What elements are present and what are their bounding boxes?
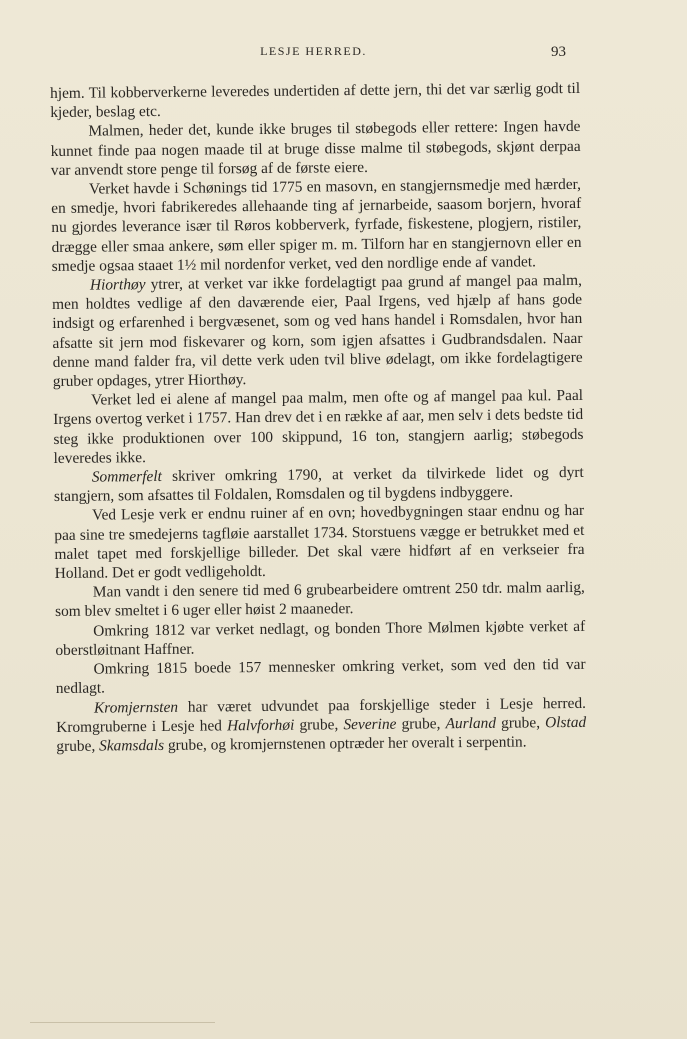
paragraph — [54, 501, 585, 583]
text-run: Omkring 1812 var verket nedlagt, og bonden Thore Mølmen kjøbte verket af oberstløitnant Haffner. — [55, 617, 586, 659]
paragraph — [52, 271, 583, 391]
body-text — [50, 79, 586, 756]
paragraph — [50, 79, 580, 122]
text-run: hjem. Til kobberverkerne leveredes undertiden af dette jern, thi det var særlig godt til kjeder, beslag etc. — [50, 79, 581, 122]
text-run: grube, — [294, 715, 344, 734]
text-run: grube, — [495, 713, 546, 732]
running-header: LESJE HERRED. — [260, 44, 367, 58]
text-run: har været udvundet paa forskjellige steder i Lesje herred. Kromgruberne i Lesje hed — [56, 694, 587, 736]
paragraph — [56, 655, 586, 698]
paragraph — [53, 386, 584, 468]
italic-term: Severine — [343, 715, 397, 733]
text-run: Verket havde i Schønings tid 1775 en masovn, en stangjernsmedje med hærder, en smedje, hvori fabrikeredes allehaande ting af jernarbeide, saasom borjern, hvoraf nu gjordes leverance især til Røros kobberverk, fyrfade, fiskestene, plogjern, ristiler, drægge eller smaa ankere, søm eller spiger m. m. Tilforn har en stangjernovn eller en smedje ogsaa staaet 1½ mil nordenfor verket, ved den nordlige ende af vandet. — [51, 175, 582, 275]
page-number: 93 — [551, 44, 566, 60]
italic-term: Olstad — [545, 713, 587, 731]
italic-term: Skamsdals — [99, 736, 165, 755]
paragraph — [56, 693, 587, 756]
italic-term: Sommerfelt — [91, 468, 162, 486]
text-run: grube, — [56, 737, 100, 755]
paragraph — [50, 117, 581, 180]
italic-term: Hiorthøy — [89, 276, 146, 294]
italic-term: Aurland — [445, 714, 497, 732]
paragraph — [55, 578, 585, 621]
bottom-rule — [30, 1022, 215, 1023]
paragraph — [55, 617, 585, 660]
text-run: Omkring 1815 boede 157 mennesker omkring verket, som ved den tid var nedlagt. — [55, 655, 586, 698]
text-run: Malmen, heder det, kunde ikke bruges til støbegods eller rettere: Ingen havde kunnet finde paa nogen maade til at bruge disse malme til støbegods, skjønt derpaa var anvendt store penge til forsøg af de første eiere. — [50, 118, 581, 179]
paragraph — [51, 175, 582, 276]
text-run: Ved Lesje verk er endnu ruiner af en ovn; hovedbygningen staar endnu og har paa sine tre smedejerns tagfløie aarstallet 1734. Storstuens vægge er betrukket med et malet tapet med forskjellige billeder. Det skal være hidført af en verkseier fra Holland. Det er godt vedligeholdt. — [54, 502, 585, 583]
paragraph — [54, 463, 584, 506]
text-run: Verket led ei alene af mangel paa malm, men ofte og af mangel paa kul. Paal Irgens overtog verket i 1757. Han drev det i en række af aar, men selv i dets bedste tid steg ikke produktionen over 100 skippund, 16 ton, stangjern aarlig; støbegods leveredes ikke. — [53, 387, 584, 467]
text-run: grube, — [396, 714, 446, 733]
italic-term: Halvforhøi — [226, 716, 295, 735]
italic-term: Kromjernsten — [93, 698, 179, 717]
text-run: Man vandt i den senere tid med 6 grubearbeidere omtrent 250 tdr. malm aarlig, som blev smeltet i 6 uger eller høist 2 maaneder. — [54, 579, 585, 621]
text-run: skriver omkring 1790, at verket da tilvirkede lidet og dyrt stangjern, som afsattes til Foldalen, Romsdalen og til bygdens indbyggere. — [53, 463, 584, 506]
text-run: grube, og kromjernstenen optræder her overalt i serpentin. — [164, 733, 527, 754]
text-run: ytrer, at verket var ikke fordelagtigt paa grund af mangel paa malm, men holdtes vedlige af den daværende eier, Paal Irgens, ved hjælp af hans gode indsigt og erfarenhed i bergvæsenet, som og ved hans handel i Romsdalen, hvor han afsatte sit jern mod fiskevarer og korn, som igjen afsattes i Gudbrandsdalen. Naar denne mand falder fra, vil dette verk uden tvil blive ødelagt, om ikke fordelagtigere gruber opdages, ytrer Hiorthøy. — [52, 271, 583, 391]
